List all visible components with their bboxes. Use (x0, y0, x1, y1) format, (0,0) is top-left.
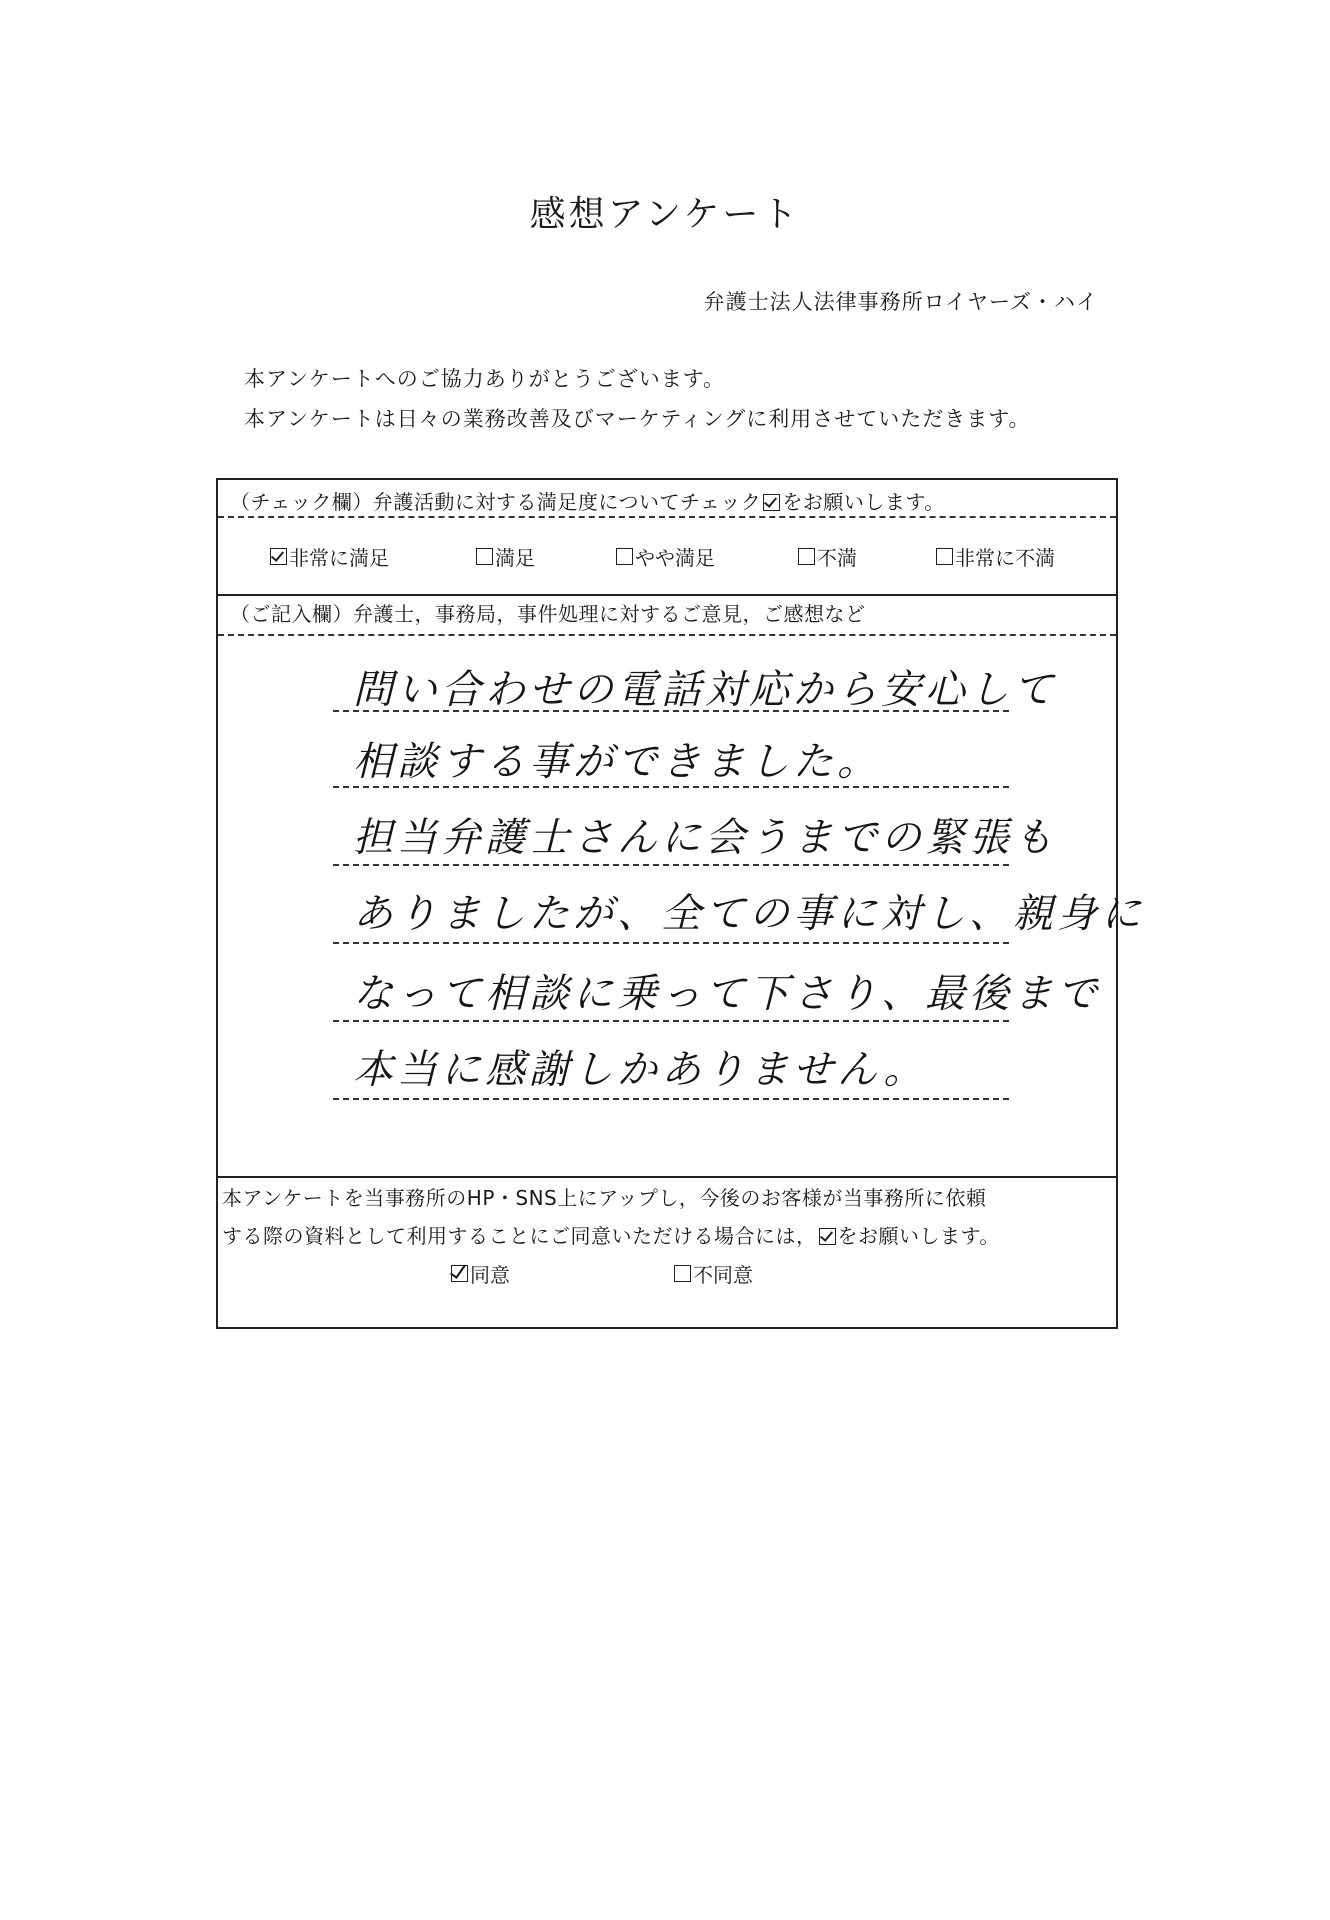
option-label: 不同意 (693, 1263, 753, 1287)
checkbox-checked-icon[interactable] (270, 548, 287, 565)
divider (218, 594, 1116, 596)
intro-line-1: 本アンケートへのご協力ありがとうございます。 (244, 367, 726, 391)
option-very-satisfied[interactable] (270, 542, 389, 571)
handwritten-line-3: 担当弁護士さんに会うまでの緊張も (353, 815, 1057, 861)
divider (218, 516, 1116, 518)
checkbox-icon[interactable] (476, 548, 493, 565)
option-label: 非常に満足 (289, 546, 389, 570)
handwritten-line-1: 問い合わせの電話対応から安心して (353, 667, 1057, 713)
divider (218, 634, 1116, 636)
option-agree[interactable] (451, 1259, 510, 1288)
consent-text-line-2 (222, 1220, 1000, 1249)
check-section-header-text: （チェック欄）弁護活動に対する満足度についてチェック (230, 490, 762, 514)
checkbox-example-icon (819, 1228, 836, 1245)
checkbox-icon[interactable] (674, 1265, 691, 1282)
page-title: 感想アンケート (529, 194, 801, 235)
checkbox-checked-icon[interactable] (451, 1265, 468, 1282)
consent-text: する際の資料として利用することにご同意いただける場合には， (222, 1224, 817, 1248)
option-label: 非常に不満 (955, 546, 1055, 570)
option-somewhat-satisfied[interactable] (616, 542, 715, 571)
writing-line (333, 710, 1009, 712)
check-section-header-suffix: をお願いします。 (782, 490, 945, 514)
writing-line (333, 864, 1009, 866)
option-satisfied[interactable] (476, 542, 535, 571)
comment-section-header: （ご記入欄）弁護士，事務局，事件処理に対するご意見，ご感想など (230, 602, 866, 626)
option-label: やや満足 (635, 546, 715, 570)
option-dissatisfied[interactable] (798, 542, 857, 571)
consent-text-line-1: 本アンケートを当事務所のHP・SNS上にアップし，今後のお客様が当事務所に依頼 (222, 1186, 987, 1210)
writing-line (333, 786, 1009, 788)
option-very-dissatisfied[interactable] (936, 542, 1055, 571)
checkbox-example-icon (763, 494, 780, 511)
checkbox-icon[interactable] (798, 548, 815, 565)
option-label: 満足 (495, 546, 535, 570)
handwritten-line-6: 本当に感謝しかありません。 (353, 1047, 928, 1093)
survey-form (216, 478, 1145, 1329)
option-disagree[interactable] (674, 1259, 753, 1288)
intro-line-2: 本アンケートは日々の業務改善及びマーケティングに利用させていただきます。 (244, 407, 1031, 431)
check-section-header (218, 486, 1116, 515)
writing-line (333, 1098, 1009, 1100)
writing-line (333, 1020, 1009, 1022)
organization-name: 弁護士法人法律事務所ロイヤーズ・ハイ (703, 290, 1098, 314)
checkbox-icon[interactable] (936, 548, 953, 565)
option-label: 同意 (470, 1263, 510, 1287)
consent-text-suffix: をお願いします。 (837, 1224, 1000, 1248)
option-label: 不満 (817, 546, 857, 570)
handwritten-line-4: ありましたが、全ての事に対し、親身に (353, 891, 1145, 937)
writing-line (333, 942, 1009, 944)
handwritten-line-2: 相談する事ができました。 (353, 739, 881, 785)
handwritten-line-5: なって相談に乗って下さり、最後まで (353, 971, 1101, 1017)
divider (218, 1176, 1116, 1178)
checkbox-icon[interactable] (616, 548, 633, 565)
